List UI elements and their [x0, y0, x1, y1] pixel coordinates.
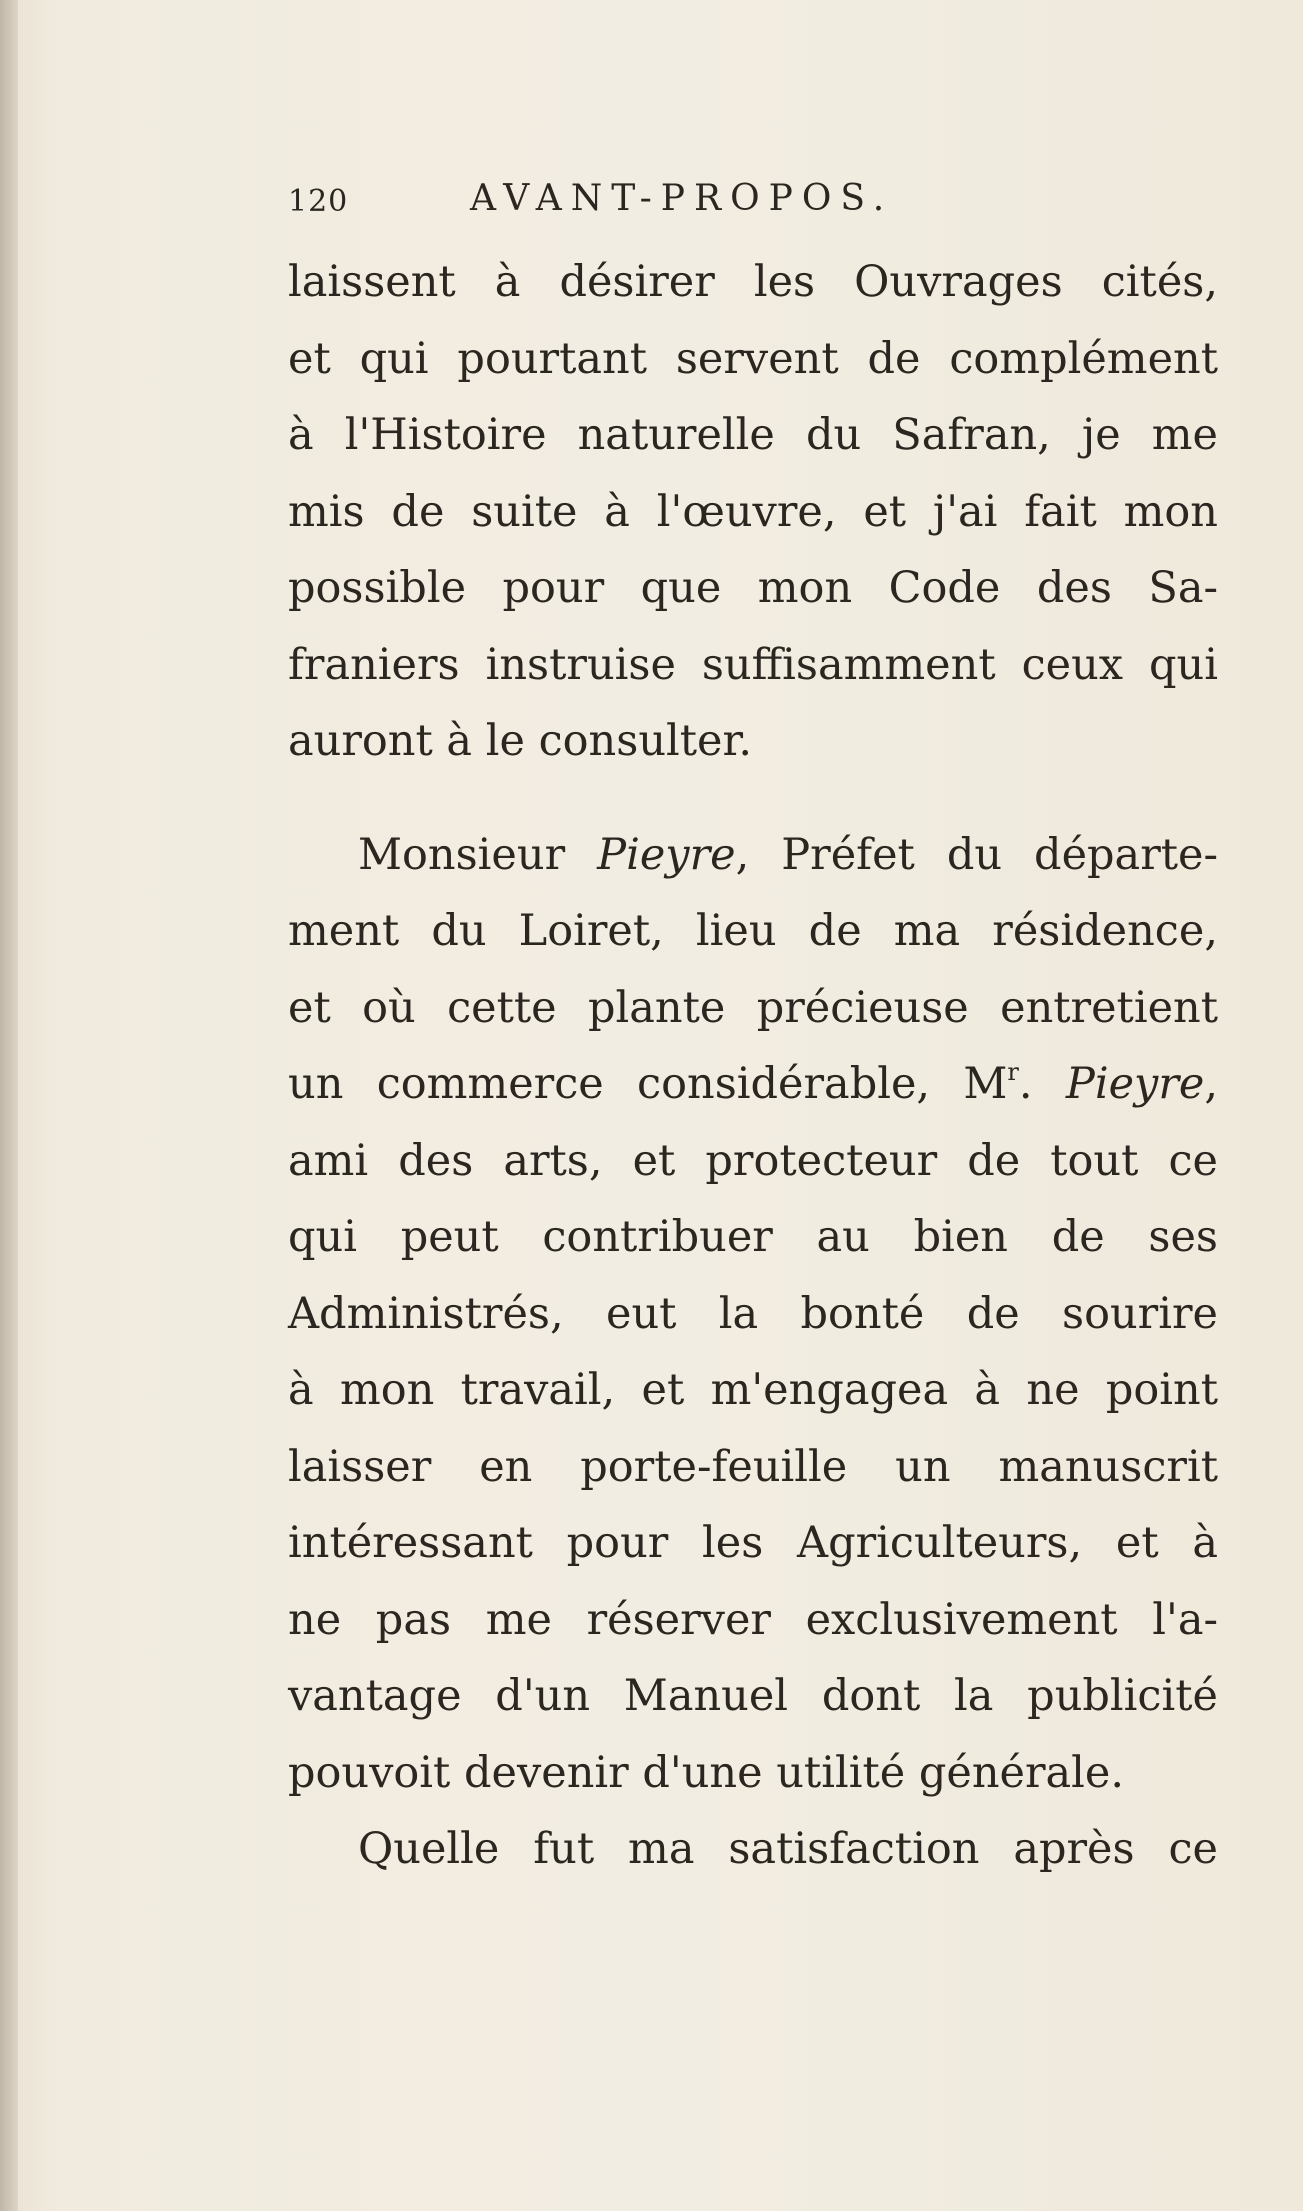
paragraph-gap	[288, 780, 1218, 817]
text-line: qui peut contribuer au bien de ses	[288, 1212, 1218, 1262]
text-line: Administrés, eut la bonté de sourire	[288, 1288, 1218, 1339]
running-head: AVANT-PROPOS.	[470, 178, 894, 219]
text-line: possible pour que mon Code des Sa-	[288, 563, 1218, 613]
text-line	[288, 1046, 1218, 1123]
text-line: à l'Histoire naturelle du Safran, je me	[288, 410, 1218, 460]
text-line: et où cette plante précieuse entretient	[288, 982, 1218, 1033]
body-text	[288, 244, 1218, 1888]
text-line: mis de suite à l'œuvre, et j'ai fait mon	[288, 486, 1218, 537]
text-line: ment du Loiret, lieu de ma résidence,	[288, 906, 1218, 956]
text-line: ne pas me réserver exclusivement l'a-	[288, 1594, 1218, 1645]
text-line	[288, 817, 1218, 894]
paragraph	[288, 1811, 1218, 1888]
paragraph	[288, 244, 1218, 780]
text-line: laissent à désirer les Ouvrages cités,	[288, 257, 1218, 307]
page-header	[288, 178, 1228, 238]
text-line: intéressant pour les Agriculteurs, et à	[288, 1518, 1218, 1568]
text-run: ,	[1204, 1059, 1218, 1109]
text-line: pouvoit devenir d'une utilité générale.	[288, 1747, 1125, 1798]
text-line: ami des arts, et protecteur de tout ce	[288, 1135, 1218, 1186]
italic-name: Pieyre	[597, 829, 736, 880]
page-gutter	[0, 0, 18, 2211]
text-line: Quelle fut ma satisfaction après ce	[358, 1824, 1218, 1874]
paragraph	[288, 817, 1218, 1812]
text-run: un commerce considérable, M	[288, 1059, 1008, 1109]
text-line: vantage d'un Manuel dont la publicité	[288, 1671, 1218, 1721]
text-line: à mon travail, et m'engagea à ne point	[288, 1365, 1218, 1415]
text-line: et qui pourtant servent de complément	[288, 333, 1218, 384]
text-line: franiers instruise suffisamment ceux qui	[288, 639, 1218, 690]
text-line: laisser en porte-feuille un manuscrit	[288, 1441, 1218, 1492]
text-run: Monsieur	[358, 829, 598, 880]
italic-name: Pieyre	[1065, 1059, 1205, 1109]
superscript: r	[1007, 1058, 1019, 1086]
text-line: auront à le consulter.	[288, 716, 752, 766]
text-run: .	[1018, 1059, 1066, 1109]
text-run: , Préfet du départe-	[735, 829, 1219, 880]
page-number: 120	[288, 184, 349, 219]
